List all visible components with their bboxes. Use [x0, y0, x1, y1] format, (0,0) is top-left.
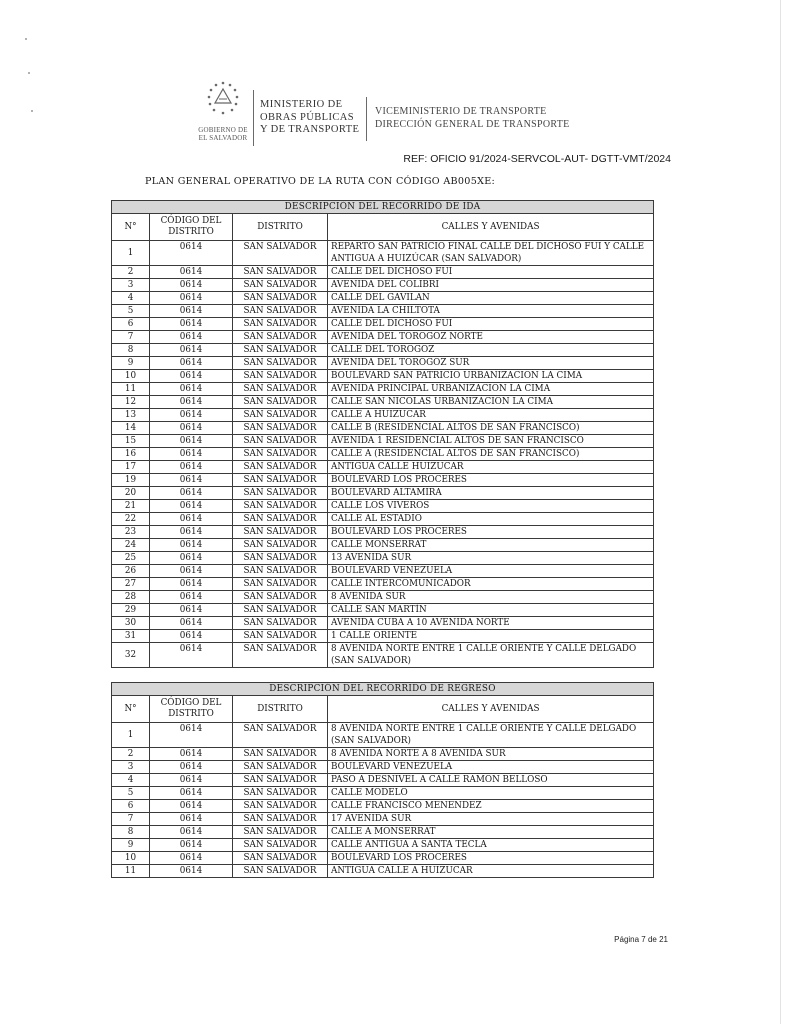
column-header-district: DISTRITO [233, 696, 328, 723]
street-cell: CALLE ANTIGUA A SANTA TECLA [328, 839, 654, 852]
row-number-cell: 20 [112, 487, 150, 500]
district-code-cell: 0614 [150, 839, 233, 852]
ministry-line: OBRAS PÚBLICAS [260, 111, 354, 123]
district-cell: SAN SALVADOR [233, 422, 328, 435]
street-cell: CALLE DEL DICHOSO FUI [328, 318, 654, 331]
street-cell: AVENIDA 1 RESIDENCIAL ALTOS DE SAN FRANCISCO [328, 435, 654, 448]
table-title: DESCRIPCIÓN DEL RECORRIDO DE REGRESO [112, 683, 654, 696]
row-number-cell: 24 [112, 539, 150, 552]
district-code-cell: 0614 [150, 500, 233, 513]
vice-ministry-name [375, 105, 595, 131]
district-cell: SAN SALVADOR [233, 279, 328, 292]
street-cell: CALLE INTERCOMUNICADOR [328, 578, 654, 591]
table-row [112, 852, 654, 865]
gov-text-line: GOBIERNO DE [198, 126, 248, 134]
row-number-cell: 9 [112, 357, 150, 370]
row-number-cell: 4 [112, 774, 150, 787]
district-code-cell: 0614 [150, 448, 233, 461]
table-row [112, 422, 654, 435]
district-code-cell: 0614 [150, 852, 233, 865]
row-number-cell: 30 [112, 617, 150, 630]
table-row [112, 305, 654, 318]
street-cell: CALLE A (RESIDENCIAL ALTOS DE SAN FRANCISCO) [328, 448, 654, 461]
table-row [112, 500, 654, 513]
district-code-cell: 0614 [150, 266, 233, 279]
district-cell: SAN SALVADOR [233, 800, 328, 813]
table-row [112, 331, 654, 344]
row-number-cell: 8 [112, 344, 150, 357]
street-cell: AVENIDA PRINCIPAL URBANIZACION LA CIMA [328, 383, 654, 396]
street-cell: AVENIDA DEL TOROGOZ SUR [328, 357, 654, 370]
government-logo-text [190, 126, 256, 142]
row-number-cell: 1 [112, 723, 150, 748]
street-cell: PASO A DESNIVEL A CALLE RAMON BELLOSO [328, 774, 654, 787]
district-cell: SAN SALVADOR [233, 461, 328, 474]
district-code-cell: 0614 [150, 305, 233, 318]
plan-title: PLAN GENERAL OPERATIVO DE LA RUTA CON CÓDIGO AB005XE: [145, 176, 496, 187]
district-code-cell: 0614 [150, 370, 233, 383]
district-code-cell: 0614 [150, 617, 233, 630]
row-number-cell: 9 [112, 839, 150, 852]
table-row [112, 241, 654, 266]
street-cell: 1 CALLE ORIENTE [328, 630, 654, 643]
street-cell: 17 AVENIDA SUR [328, 813, 654, 826]
street-cell: CALLE A MONSERRAT [328, 826, 654, 839]
row-number-cell: 3 [112, 761, 150, 774]
outbound-route-table [111, 200, 654, 668]
table-row [112, 383, 654, 396]
table-row [112, 723, 654, 748]
district-code-cell: 0614 [150, 787, 233, 800]
district-code-cell: 0614 [150, 357, 233, 370]
district-code-cell: 0614 [150, 318, 233, 331]
table-row [112, 748, 654, 761]
street-cell: CALLE DEL DICHOSO FUI [328, 266, 654, 279]
page-number: Página 7 de 21 [614, 935, 668, 944]
district-cell: SAN SALVADOR [233, 565, 328, 578]
district-cell: SAN SALVADOR [233, 774, 328, 787]
table-row [112, 565, 654, 578]
return-route-table [111, 682, 654, 878]
column-header-streets: CALLES Y AVENIDAS [328, 214, 654, 241]
row-number-cell: 14 [112, 422, 150, 435]
district-cell: SAN SALVADOR [233, 474, 328, 487]
street-cell: REPARTO SAN PATRICIO FINAL CALLE DEL DICHOSO FUI Y CALLE ANTIGUA A HUIZÚCAR (SAN SALVADOR) [328, 241, 654, 266]
row-number-cell: 17 [112, 461, 150, 474]
table-row [112, 474, 654, 487]
district-cell: SAN SALVADOR [233, 761, 328, 774]
row-number-cell: 13 [112, 409, 150, 422]
row-number-cell: 25 [112, 552, 150, 565]
street-cell: AVENIDA DEL COLIBRI [328, 279, 654, 292]
street-cell: CALLE SAN NICOLAS URBANIZACION LA CIMA [328, 396, 654, 409]
district-code-cell: 0614 [150, 552, 233, 565]
district-cell: SAN SALVADOR [233, 331, 328, 344]
table-row [112, 357, 654, 370]
table-row [112, 526, 654, 539]
district-cell: SAN SALVADOR [233, 552, 328, 565]
district-code-cell: 0614 [150, 591, 233, 604]
table-row [112, 513, 654, 526]
district-code-cell: 0614 [150, 435, 233, 448]
street-cell: CALLE A HUIZUCAR [328, 409, 654, 422]
district-cell: SAN SALVADOR [233, 643, 328, 668]
row-number-cell: 29 [112, 604, 150, 617]
row-number-cell: 23 [112, 526, 150, 539]
district-cell: SAN SALVADOR [233, 409, 328, 422]
district-code-cell: 0614 [150, 539, 233, 552]
district-cell: SAN SALVADOR [233, 723, 328, 748]
table-row [112, 279, 654, 292]
street-cell: AVENIDA LA CHILTOTA [328, 305, 654, 318]
row-number-cell: 22 [112, 513, 150, 526]
vice-line: VICEMINISTERIO DE TRANSPORTE [375, 106, 547, 117]
street-cell: CALLE DEL TOROGOZ [328, 344, 654, 357]
table-row [112, 344, 654, 357]
row-number-cell: 10 [112, 370, 150, 383]
row-number-cell: 15 [112, 435, 150, 448]
row-number-cell: 2 [112, 748, 150, 761]
district-code-cell: 0614 [150, 422, 233, 435]
row-number-cell: 19 [112, 474, 150, 487]
row-number-cell: 6 [112, 318, 150, 331]
street-cell: ANTIGUA CALLE A HUIZUCAR [328, 865, 654, 878]
district-cell: SAN SALVADOR [233, 344, 328, 357]
ministry-name [260, 99, 370, 137]
district-code-cell: 0614 [150, 813, 233, 826]
table-row [112, 409, 654, 422]
district-cell: SAN SALVADOR [233, 591, 328, 604]
district-code-cell: 0614 [150, 409, 233, 422]
street-cell: CALLE MONSERRAT [328, 539, 654, 552]
district-code-cell: 0614 [150, 774, 233, 787]
street-cell: AVENIDA CUBA A 10 AVENIDA NORTE [328, 617, 654, 630]
district-code-cell: 0614 [150, 383, 233, 396]
district-code-cell: 0614 [150, 241, 233, 266]
district-cell: SAN SALVADOR [233, 839, 328, 852]
district-code-cell: 0614 [150, 526, 233, 539]
street-cell: 13 AVENIDA SUR [328, 552, 654, 565]
column-header-district-code: CÓDIGO DEL DISTRITO [150, 214, 233, 241]
table-row [112, 448, 654, 461]
row-number-cell: 26 [112, 565, 150, 578]
reference-number: REF: OFICIO 91/2024-SERVCOL-AUT- DGTT-VMT/2024 [403, 153, 671, 165]
table-row [112, 630, 654, 643]
table-row [112, 578, 654, 591]
district-cell: SAN SALVADOR [233, 396, 328, 409]
table-row [112, 396, 654, 409]
row-number-cell: 6 [112, 800, 150, 813]
table-body [112, 241, 654, 668]
street-cell: BOULEVARD ALTAMIRA [328, 487, 654, 500]
table-row [112, 643, 654, 668]
table-row [112, 539, 654, 552]
district-cell: SAN SALVADOR [233, 826, 328, 839]
scan-speck [25, 38, 27, 40]
table-row [112, 266, 654, 279]
district-cell: SAN SALVADOR [233, 513, 328, 526]
row-number-cell: 7 [112, 331, 150, 344]
row-number-cell: 32 [112, 643, 150, 668]
district-code-cell: 0614 [150, 800, 233, 813]
district-cell: SAN SALVADOR [233, 266, 328, 279]
street-cell: CALLE B (RESIDENCIAL ALTOS DE SAN FRANCISCO) [328, 422, 654, 435]
district-code-cell: 0614 [150, 761, 233, 774]
row-number-cell: 11 [112, 865, 150, 878]
ministry-line: MINISTERIO DE [260, 99, 343, 110]
table-row [112, 591, 654, 604]
district-cell: SAN SALVADOR [233, 435, 328, 448]
district-code-cell: 0614 [150, 396, 233, 409]
street-cell: 8 AVENIDA NORTE ENTRE 1 CALLE ORIENTE Y CALLE DELGADO (SAN SALVADOR) [328, 643, 654, 668]
table-row [112, 487, 654, 500]
district-code-cell: 0614 [150, 292, 233, 305]
row-number-cell: 10 [112, 852, 150, 865]
district-cell: SAN SALVADOR [233, 630, 328, 643]
street-cell: BOULEVARD LOS PROCERES [328, 852, 654, 865]
street-cell: 8 AVENIDA SUR [328, 591, 654, 604]
column-header-district-code: CÓDIGO DEL DISTRITO [150, 696, 233, 723]
row-number-cell: 27 [112, 578, 150, 591]
street-cell: CALLE AL ESTADIO [328, 513, 654, 526]
district-cell: SAN SALVADOR [233, 748, 328, 761]
district-code-cell: 0614 [150, 565, 233, 578]
street-cell: 8 AVENIDA NORTE A 8 AVENIDA SUR [328, 748, 654, 761]
table-row [112, 826, 654, 839]
district-code-cell: 0614 [150, 643, 233, 668]
street-cell: ANTIGUA CALLE HUIZUCAR [328, 461, 654, 474]
table-row [112, 839, 654, 852]
district-code-cell: 0614 [150, 865, 233, 878]
street-cell: BOULEVARD VENEZUELA [328, 761, 654, 774]
street-cell: CALLE MODELO [328, 787, 654, 800]
district-code-cell: 0614 [150, 344, 233, 357]
district-code-cell: 0614 [150, 331, 233, 344]
row-number-cell: 28 [112, 591, 150, 604]
district-code-cell: 0614 [150, 578, 233, 591]
district-code-cell: 0614 [150, 604, 233, 617]
table-row [112, 617, 654, 630]
district-code-cell: 0614 [150, 723, 233, 748]
row-number-cell: 11 [112, 383, 150, 396]
scan-speck [31, 110, 33, 112]
column-header-number: N° [112, 214, 150, 241]
table-row [112, 435, 654, 448]
street-cell: BOULEVARD SAN PATRICIO URBANIZACION LA CIMA [328, 370, 654, 383]
table-row [112, 761, 654, 774]
table-row [112, 604, 654, 617]
district-cell: SAN SALVADOR [233, 578, 328, 591]
column-header-district: DISTRITO [233, 214, 328, 241]
column-header-number: N° [112, 696, 150, 723]
district-cell: SAN SALVADOR [233, 500, 328, 513]
table-row [112, 292, 654, 305]
ministry-line: Y DE TRANSPORTE [260, 124, 360, 135]
table-row [112, 800, 654, 813]
district-cell: SAN SALVADOR [233, 539, 328, 552]
row-number-cell: 3 [112, 279, 150, 292]
scan-speck [28, 72, 30, 74]
table-row [112, 370, 654, 383]
district-code-cell: 0614 [150, 826, 233, 839]
row-number-cell: 31 [112, 630, 150, 643]
district-cell: SAN SALVADOR [233, 617, 328, 630]
district-code-cell: 0614 [150, 630, 233, 643]
district-cell: SAN SALVADOR [233, 487, 328, 500]
table-row [112, 787, 654, 800]
street-cell: BOULEVARD VENEZUELA [328, 565, 654, 578]
district-code-cell: 0614 [150, 461, 233, 474]
table-row [112, 461, 654, 474]
street-cell: CALLE DEL GAVILAN [328, 292, 654, 305]
district-code-cell: 0614 [150, 487, 233, 500]
district-cell: SAN SALVADOR [233, 370, 328, 383]
table-row [112, 813, 654, 826]
row-number-cell: 12 [112, 396, 150, 409]
row-number-cell: 16 [112, 448, 150, 461]
district-code-cell: 0614 [150, 513, 233, 526]
table-row [112, 552, 654, 565]
district-cell: SAN SALVADOR [233, 526, 328, 539]
street-cell: 8 AVENIDA NORTE ENTRE 1 CALLE ORIENTE Y CALLE DELGADO (SAN SALVADOR) [328, 723, 654, 748]
row-number-cell: 1 [112, 241, 150, 266]
district-code-cell: 0614 [150, 748, 233, 761]
district-cell: SAN SALVADOR [233, 865, 328, 878]
row-number-cell: 21 [112, 500, 150, 513]
district-cell: SAN SALVADOR [233, 787, 328, 800]
district-cell: SAN SALVADOR [233, 292, 328, 305]
vice-line: DIRECCIÓN GENERAL DE TRANSPORTE [375, 119, 570, 130]
district-cell: SAN SALVADOR [233, 318, 328, 331]
district-code-cell: 0614 [150, 279, 233, 292]
gov-text-line: EL SALVADOR [198, 134, 248, 142]
row-number-cell: 2 [112, 266, 150, 279]
row-number-cell: 8 [112, 826, 150, 839]
table-body [112, 723, 654, 878]
row-number-cell: 5 [112, 305, 150, 318]
row-number-cell: 5 [112, 787, 150, 800]
district-cell: SAN SALVADOR [233, 383, 328, 396]
district-cell: SAN SALVADOR [233, 448, 328, 461]
table-row [112, 318, 654, 331]
scan-edge-line [780, 0, 781, 1024]
table-row [112, 774, 654, 787]
row-number-cell: 4 [112, 292, 150, 305]
street-cell: BOULEVARD LOS PROCERES [328, 526, 654, 539]
district-cell: SAN SALVADOR [233, 305, 328, 318]
district-cell: SAN SALVADOR [233, 852, 328, 865]
letterhead-divider [366, 97, 367, 141]
table-row [112, 865, 654, 878]
district-cell: SAN SALVADOR [233, 813, 328, 826]
street-cell: CALLE LOS VIVEROS [328, 500, 654, 513]
district-cell: SAN SALVADOR [233, 604, 328, 617]
column-header-streets: CALLES Y AVENIDAS [328, 696, 654, 723]
district-cell: SAN SALVADOR [233, 357, 328, 370]
table-title: DESCRIPCIÓN DEL RECORRIDO DE IDA [112, 201, 654, 214]
row-number-cell: 7 [112, 813, 150, 826]
street-cell: BOULEVARD LOS PROCERES [328, 474, 654, 487]
district-code-cell: 0614 [150, 474, 233, 487]
letterhead-divider [253, 90, 254, 146]
street-cell: CALLE SAN MARTÍN [328, 604, 654, 617]
street-cell: CALLE FRANCISCO MENENDEZ [328, 800, 654, 813]
street-cell: AVENIDA DEL TOROGOZ NORTE [328, 331, 654, 344]
district-cell: SAN SALVADOR [233, 241, 328, 266]
